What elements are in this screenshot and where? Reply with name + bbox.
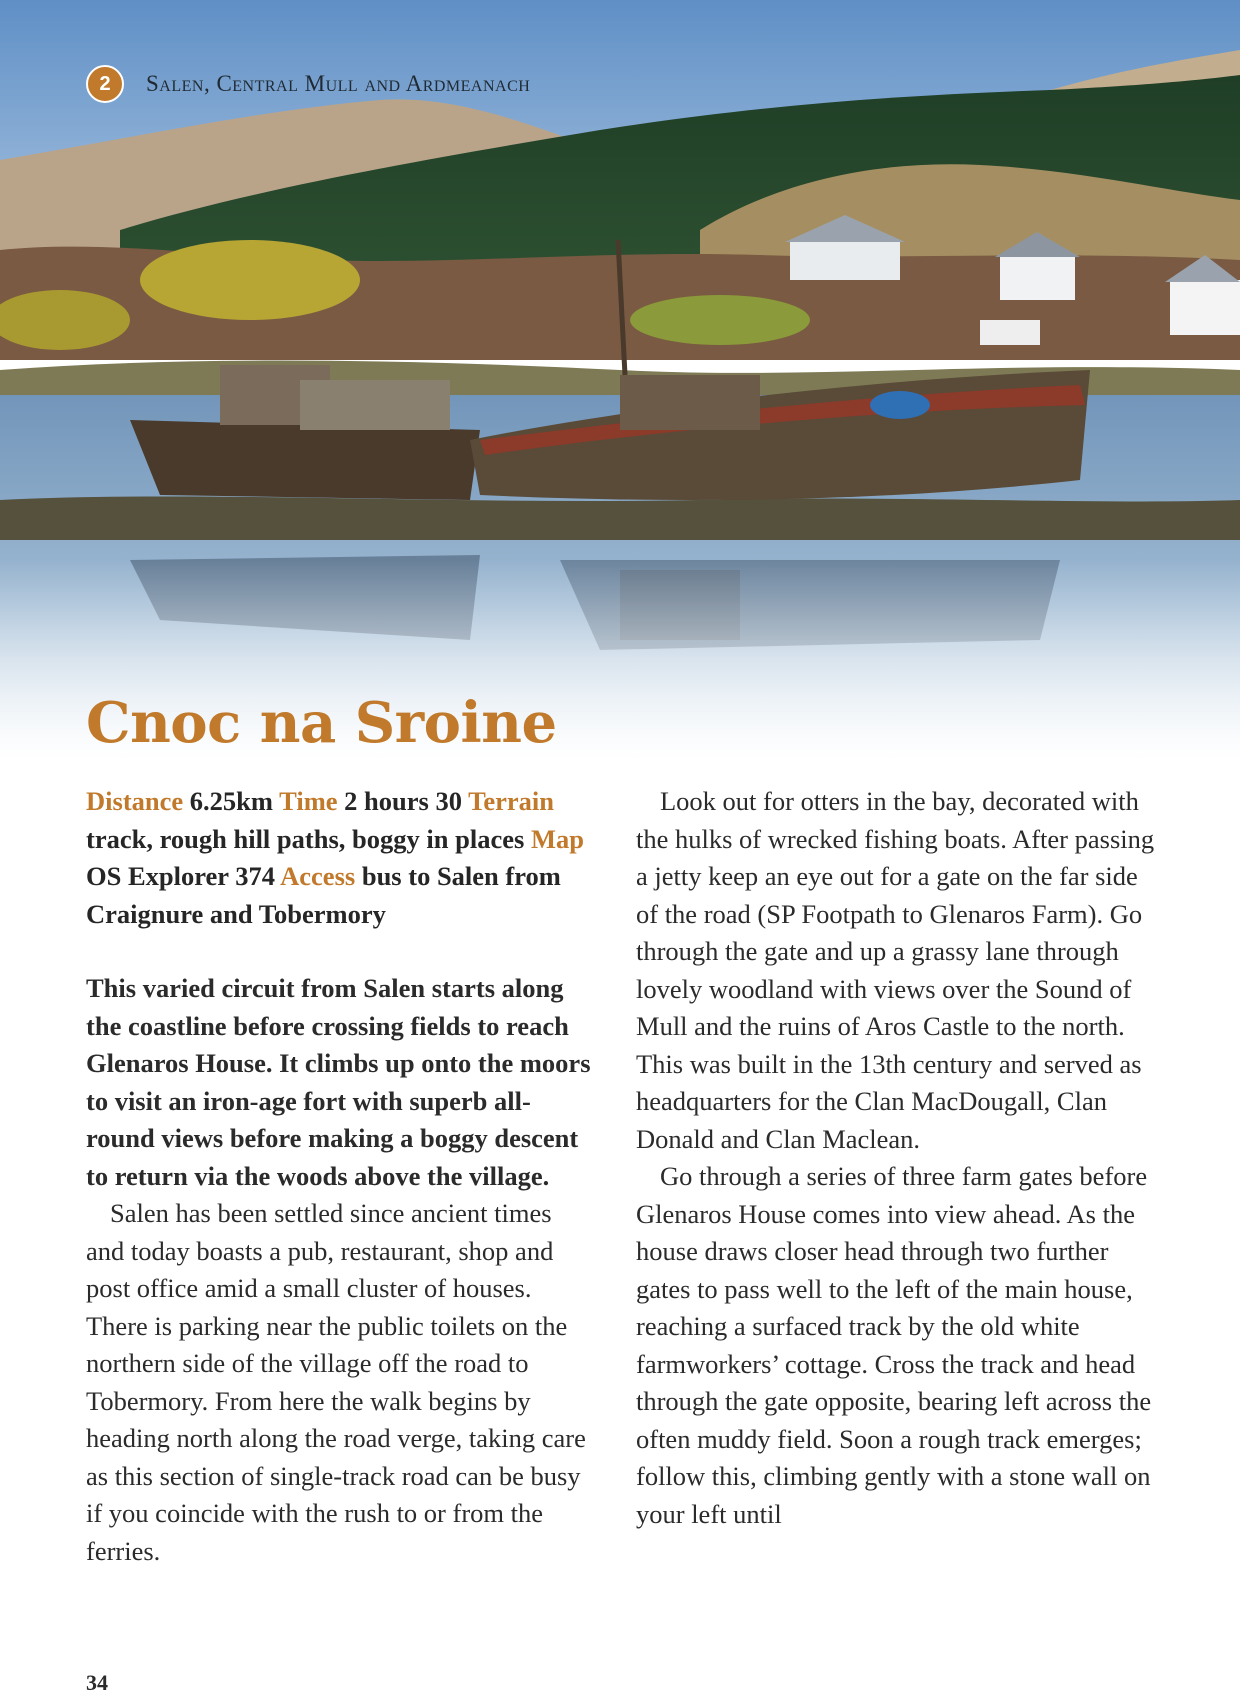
right-column	[636, 783, 1156, 1533]
body-paragraph: Look out for otters in the bay, decorated with the hulks of wrecked fishing boats. After passing a jetty keep an eye out for a gate on the far side of the road (SP Footpath to Glenaros Farm). Go through the gate and up a grassy lane through lovely woodland with views over the Sound of Mull and the ruins of Aros Castle to the north. This was built in the 13th century and served as headquarters for the Clan MacDougall, Clan Donald and Clan Maclean.	[636, 786, 1155, 1154]
walk-title: Cnoc na Sroine	[86, 690, 557, 756]
access-label: Access	[280, 861, 356, 891]
map-label: Map	[530, 823, 584, 854]
hero-photo	[0, 0, 1240, 760]
time-value: 2 hours 30	[344, 786, 462, 816]
page-number: 34	[86, 1670, 108, 1695]
body-paragraph: Go through a series of three farm gates before Glenaros House comes into view ahead. As the house draws closer head through two further gates to pass well to the left of the main house, reaching a surfaced track by the old white farmworkers’ cottage. Cross the track and head through the gate opposite, bearing left across the often muddy field. Soon a rough track emerges; follow this, climbing gently with a stone wall on your left until	[636, 1161, 1152, 1529]
walk-intro: This varied circuit from Salen starts along the coastline before crossing fields to reach Glenaros House. It climbs up onto the moors to visit an iron-age fort with superb all-round views before making a boggy descent to return via the woods above the village.	[86, 973, 591, 1191]
body-paragraph: Salen has been settled since ancient times and today boasts a pub, restaurant, shop and post office amid a small cluster of houses. There is parking near the public toilets on the northern side of the village off the road to Tobermory. From here the walk begins by heading north along the road verge, taking care as this section of single-track road can be busy if you coincide with the rush to or from the ferries.	[86, 1198, 586, 1566]
walk-summary	[86, 783, 596, 933]
left-column	[86, 783, 596, 1570]
chapter-number-badge: 2	[86, 65, 124, 103]
access-value: bus to Salen from Craignure and Tobermory	[86, 861, 561, 929]
terrain-value: track, rough hill paths, boggy in places	[86, 823, 525, 854]
distance-label: Distance	[86, 786, 184, 816]
chapter-header	[86, 64, 530, 104]
time-label: Time	[279, 786, 338, 816]
terrain-label: Terrain	[468, 786, 555, 816]
chapter-title: Salen, Central Mull and Ardmeanach	[146, 71, 531, 96]
distance-value: 6.25km	[189, 786, 273, 816]
photo-wrecked-boats-icon	[0, 0, 1240, 760]
map-value: OS Explorer 374	[86, 861, 275, 891]
